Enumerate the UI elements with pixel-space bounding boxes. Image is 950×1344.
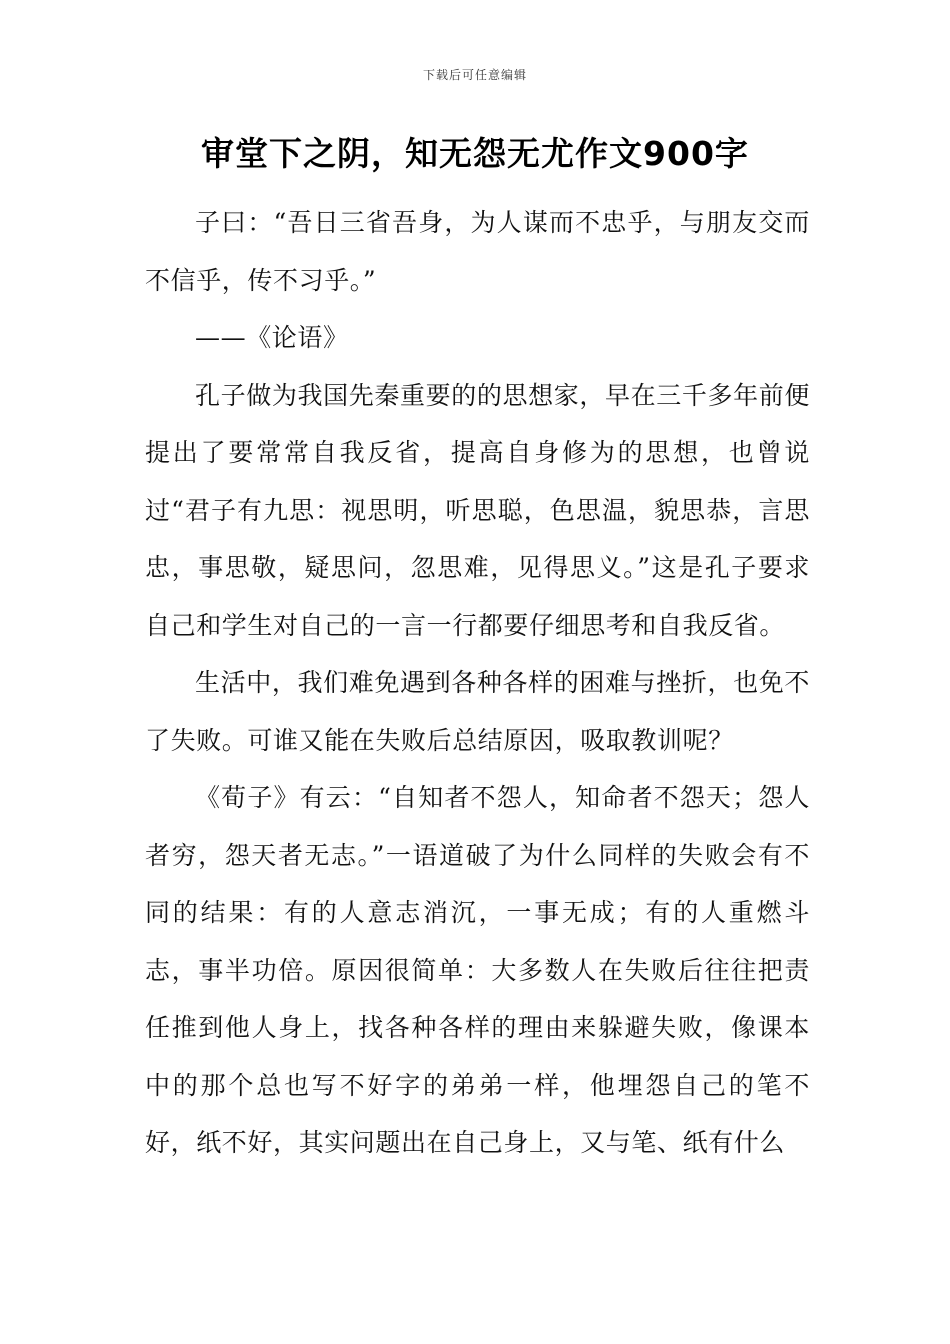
paragraph-quote: 子曰：“吾日三省吾身，为人谋而不忠乎，与朋友交而不信乎，传不习乎。” [145,208,810,295]
paragraph-life: 生活中，我们难免遇到各种各样的困难与挫折，也免不了失败。可谁又能在失败后总结原因，吸取教训呢？ [145,668,810,755]
document-body [145,194,810,1172]
header-note: 下载后可任意编辑 [422,68,527,82]
paragraph-confucius: 孔子做为我国先秦重要的的思想家，早在三千多年前便提出了要常常自我反省，提高自身修为的思想，也曾说过“君子有九思：视思明，听思聪，色思温，貌思恭，言思忠，事思敬，疑思问，忽思难，见得思义。”这是孔子要求自己和学生对自己的一言一行都要仔细思考和自我反省。 [145,380,810,640]
paragraph-xunzi: 《荀子》有云：“自知者不怨人，知命者不怨天；怨人者穷，怨天者无志。”一语道破了为什么同样的失败会有不同的结果：有的人意志消沉，一事无成；有的人重燃斗志，事半功倍。原因很简单：大多数人在失败后往往把责任推到他人身上，找各种各样的理由来躲避失败，像课本中的那个总也写不好字的弟弟一样，他埋怨自己的笔不好，纸不好，其实问题出在自己身上，又与笔、纸有什么 [145,783,810,1157]
document-title: 审堂下之阴，知无怨无尤作文900字 [201,134,749,173]
paragraph-source: ——《论语》 [195,323,349,352]
